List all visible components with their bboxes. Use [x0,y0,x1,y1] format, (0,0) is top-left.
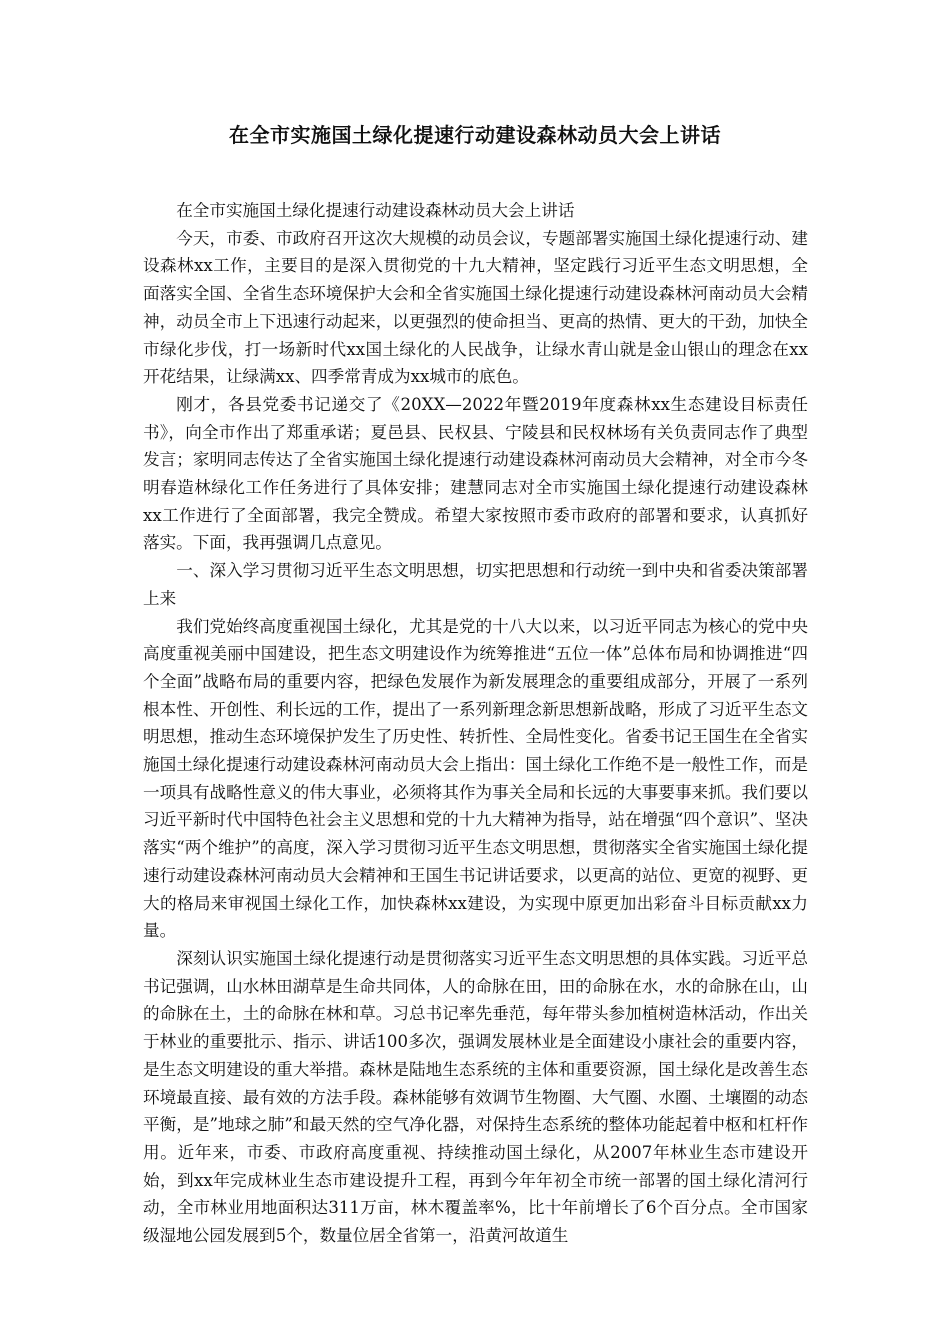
section-heading: 一、深入学习贯彻习近平生态文明思想，切实把思想和行动统一到中央和省委决策部署上来 [143,561,808,608]
paragraph: 我们党始终高度重视国土绿化，尤其是党的十八大以来，以习近平同志为核心的党中央高度重视美丽中国建设，把生态文明建设作为统筹推进“五位一体”总体布局和协调推进“四个全面”战略布局的重要内容，把绿色发展作为新发展理念的重要组成部分，开展了一系列根本性、开创性、利长远的工作，提出了一系列新理念新思想新战略，形成了习近平生态文明思想，推动生态环境保护发生了历史性、转折性、全局性变化。省委书记王国生在全省实施国土绿化提速行动建设森林河南动员大会上指出：国土绿化工作绝不是一般性工作，而是一项具有战略性意义的伟大事业，必须将其作为事关全局和长远的大事要事来抓。我们要以习近平新时代中国特色社会主义思想和党的十九大精神为指导，站在增强“四个意识”、坚决落实“两个维护”的高度，深入学习贯彻习近平生态文明思想，贯彻落实全省实施国土绿化提速行动建设森林河南动员大会精神和王国生书记讲话要求，以更高的站位、更宽的视野、更大的格局来审视国土绿化工作，加快森林xx建设，为实现中原更加出彩奋斗目标贡献xx力量。 [143,616,808,941]
paragraph: 刚才，各县党委书记递交了《20XX—2022年暨2019年度森林xx生态建设目标责任书》，向全市作出了郑重承诺；夏邑县、民权县、宁陵县和民权林场有关负责同志作了典型发言；家明同志传达了全省实施国土绿化提速行动建设森林河南动员大会精神，对全市今冬明春造林绿化工作任务进行了具体安排；建慧同志对全市实施国土绿化提速行动建设森林xx工作进行了全面部署，我完全赞成。希望大家按照市委市政府的部署和要求，认真抓好落实。下面，我再强调几点意见。 [143,394,808,553]
paragraph-subtitle: 在全市实施国土绿化提速行动建设森林动员大会上讲话 [176,201,575,220]
document-body [143,197,808,1250]
document-title: 在全市实施国土绿化提速行动建设森林动员大会上讲话 [229,123,721,147]
paragraph: 深刻认识实施国土绿化提速行动是贯彻落实习近平生态文明思想的具体实践。习近平总书记强调，山水林田湖草是生命共同体，人的命脉在田，田的命脉在水，水的命脉在山，山的命脉在土，土的命脉在林和草。习总书记率先垂范，每年带头参加植树造林活动，作出关于林业的重要批示、指示、讲话100多次，强调发展林业是全面建设小康社会的重要内容，是生态文明建设的重大举措。森林是陆地生态系统的主体和重要资源，国土绿化是改善生态环境最直接、最有效的方法手段。森林能够有效调节生物圈、大气圈、水圈、土壤圈的动态平衡，是”地球之肺”和最天然的空气净化器，对保持生态系统的整体功能起着中枢和杠杆作用。近年来，市委、市政府高度重视、持续推动国土绿化，从2007年林业生态市建设开始，到xx年完成林业生态市建设提升工程，再到今年年初全市统一部署的国土绿化清河行动，全市林业用地面积达311万亩，林木覆盖率%，比十年前增长了6个百分点。全市国家级湿地公园发展到5个，数量位居全省第一，沿黄河故道生 [143,948,808,1246]
paragraph: 今天，市委、市政府召开这次大规模的动员会议，专题部署实施国土绿化提速行动、建设森林xx工作，主要目的是深入贯彻党的十九大精神，坚定践行习近平生态文明思想，全面落实全国、全省生态环境保护大会和全省实施国土绿化提速行动建设森林河南动员大会精神，动员全市上下迅速行动起来，以更强烈的使命担当、更高的热情、更大的干劲，加快全市绿化步伐，打一场新时代xx国土绿化的人民战争，让绿水青山就是金山银山的理念在xx开花结果，让绿满xx、四季常青成为xx城市的底色。 [143,228,808,387]
